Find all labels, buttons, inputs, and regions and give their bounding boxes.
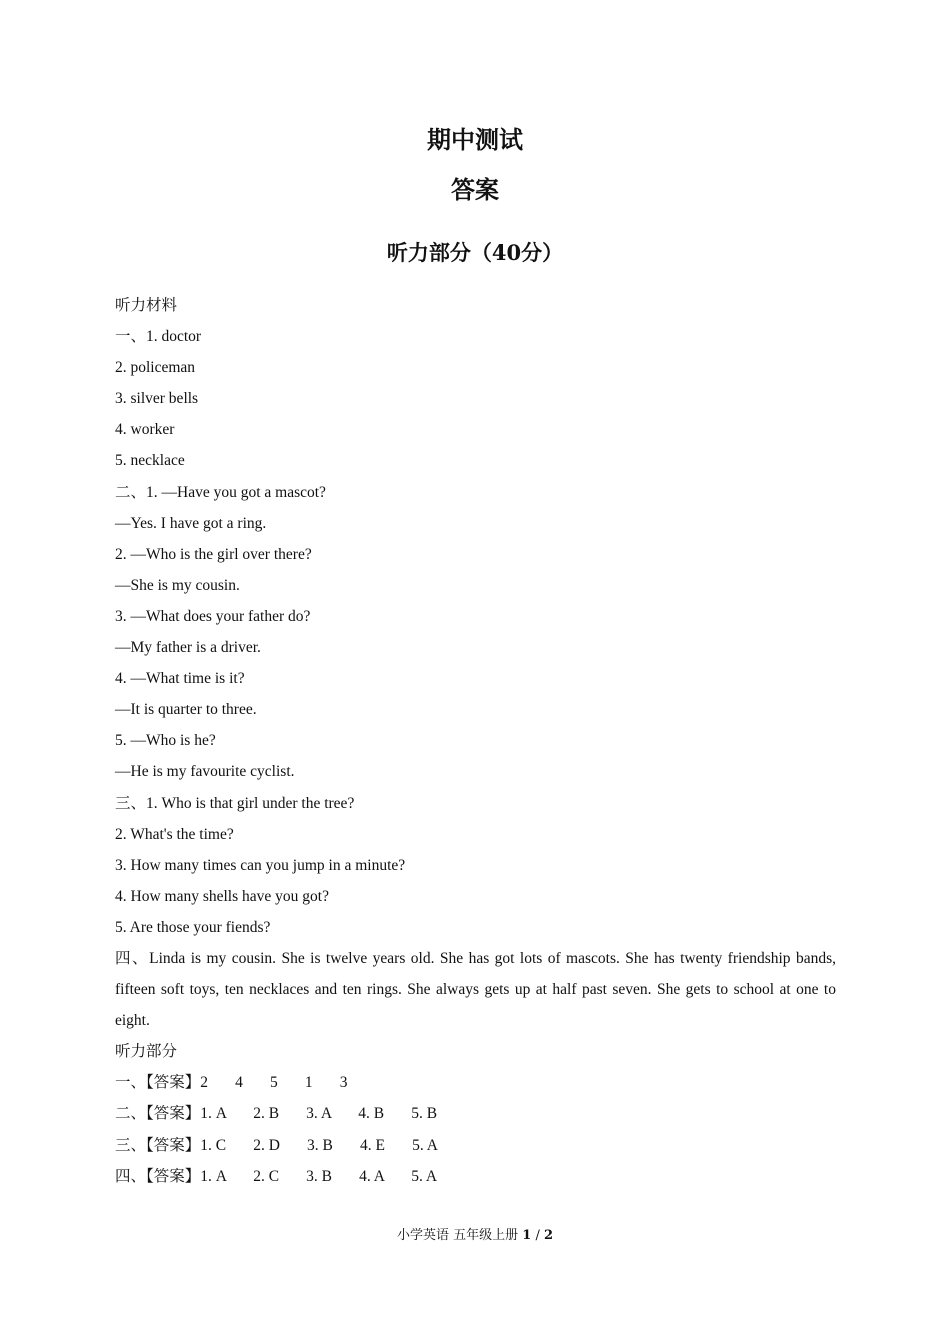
- text-line: 二、1. —Have you got a mascot?: [115, 483, 326, 501]
- text-line: 3. silver bells: [115, 390, 199, 408]
- answer-heading: 听力部分: [115, 1043, 178, 1061]
- text-line: 2. —Who is the girl over there?: [115, 545, 312, 563]
- text-line: —My father is a driver.: [115, 639, 261, 657]
- sub-title: 答案: [451, 175, 499, 204]
- answer-line: 三、【答案】1. C 2. D 3. B 4. E 5. A: [115, 1136, 438, 1154]
- text-line: 4. How many shells have you got?: [115, 887, 329, 905]
- text-line: 听力材料: [115, 297, 178, 314]
- text-line: 5. necklace: [115, 452, 185, 470]
- answer-line: 一、【答案】2 4 5 1 3: [115, 1074, 348, 1092]
- footer-subject: 小学英语 五年级上册: [396, 1228, 519, 1243]
- text-line: 一、1. doctor: [115, 328, 202, 346]
- text-line: 3. How many times can you jump in a minute?: [115, 856, 406, 874]
- text-line: 2. What's the time?: [115, 825, 234, 843]
- document-body: [115, 290, 836, 1192]
- answer-line: 四、【答案】1. A 2. C 3. B 4. A 5. A: [115, 1167, 438, 1185]
- section-title: 听力部分（40分）: [386, 240, 564, 265]
- text-line: 4. —What time is it?: [115, 670, 245, 688]
- text-line: 三、1. Who is that girl under the tree?: [115, 794, 355, 812]
- text-line: —She is my cousin.: [115, 576, 240, 594]
- footer-page-number: 1: [522, 1228, 532, 1243]
- text-line: 4. worker: [115, 421, 175, 439]
- footer-separator: /: [535, 1228, 540, 1243]
- text-line: 3. —What does your father do?: [115, 607, 311, 625]
- text-line: 5. —Who is he?: [115, 732, 216, 750]
- page-footer: [0, 1226, 950, 1246]
- footer-page-total: 2: [543, 1228, 554, 1243]
- text-line: —He is my favourite cyclist.: [115, 763, 295, 781]
- main-title: 期中测试: [427, 125, 523, 154]
- passage-paragraph: 四、Linda is my cousin. She is twelve years old. She has got lots of mascots. She has twenty friendship bands, fifteen soft toys, ten necklaces and ten rings. She always gets up at half past seven. She gets to school at one to eight.: [115, 949, 836, 1030]
- text-line: —Yes. I have got a ring.: [115, 514, 267, 532]
- answer-line: 二、【答案】1. A 2. B 3. A 4. B 5. B: [115, 1105, 438, 1123]
- text-line: 5. Are those your fiends?: [115, 918, 271, 936]
- text-line: —It is quarter to three.: [115, 701, 257, 719]
- text-line: 2. policeman: [115, 359, 196, 377]
